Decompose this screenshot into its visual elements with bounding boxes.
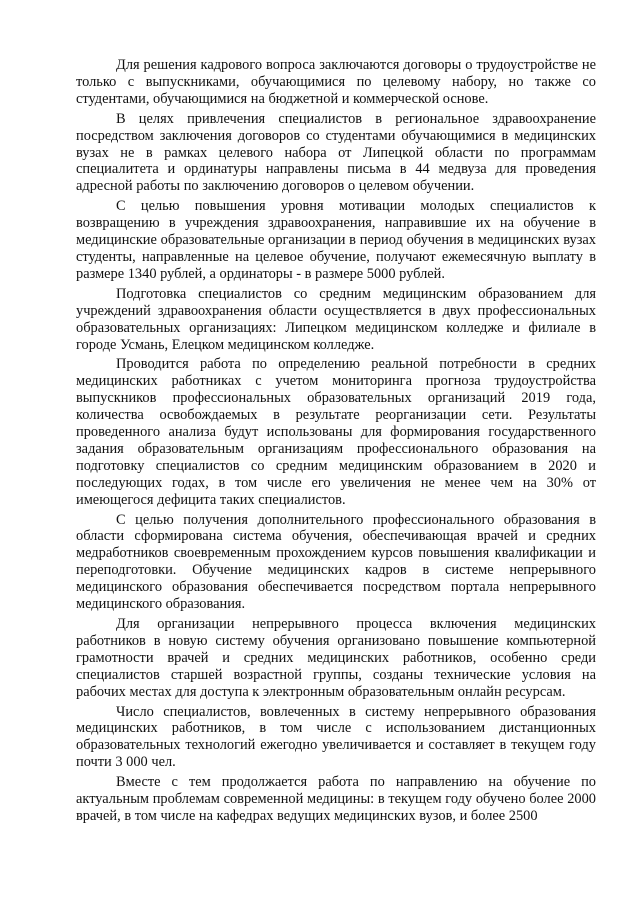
paragraph-additional-education: С целью получения дополнительного профессионального образования в области сформирована система обучения, обеспечивающая врачей и средних медработников своевременным прохождением курсов повышения квалификации и переподготовки. Обучение медицинских кадров в системе непрерывного медицинского образования обеспечивается посредством портала непрерывного медицинского образования. xyxy=(76,511,596,613)
paragraph-motivation-payments: С целью повышения уровня мотивации молодых специалистов к возвращению в учреждения здравоохранения, направившие их на обучение в медицинские образовательные организации в период обучения в медицинских вузах студенты, направленные на целевое обучение, получают ежемесячную выплату в размере 1340 рублей, а ординаторы - в размере 5000 рублей. xyxy=(76,198,596,282)
document-body xyxy=(76,57,596,828)
paragraph-staffing-contracts: Для решения кадрового вопроса заключаются договоры о трудоустройстве не только с выпускниками, обучающимися по целевому набору, но также со студентами, обучающимися на бюджетной и коммерческой основе. xyxy=(76,57,596,107)
paragraph-attracting-specialists: В целях привлечения специалистов в региональное здравоохранение посредством заключения договоров со студентами обучающимися в медицинских вузах не в рамках целевого набора от Липецкой области по программам специалитета и ординатуры направлены письма в 44 медвуза для проведения адресной работы по заключению договоров о целевом обучении. xyxy=(76,110,596,195)
paragraph-computer-literacy: Для организации непрерывного процесса включения медицинских работников в новую систему обучения организовано повышение компьютерной грамотности врачей и средних медицинских работников, особенно среди специалистов старшей возрастной группы, созданы технические условия на рабочих местах для доступа к электронным образовательным онлайн ресурсам. xyxy=(76,616,596,700)
paragraph-demand-analysis: Проводится работа по определению реальной потребности в средних медицинских работниках с учетом мониторинга прогноза трудоустройства выпускников профессиональных образовательных организаций 2019 года, количества освобождаемых в результате реорганизации сети. Результаты проведенного анализа будут использованы для формирования государственного задания образовательным организациям профессионального образования на подготовку специалистов со средним медицинским образованием в 2020 и последующих годах, в том числе его увеличения не менее чем на 30% от имеющегося дефицита таких специалистов. xyxy=(76,356,596,508)
paragraph-secondary-education: Подготовка специалистов со средним медицинским образованием для учреждений здравоохранения области осуществляется в двух профессиональных образовательных организациях: Липецком медицинском колледже и филиале в городе Усмань, Елецком медицинском колледже. xyxy=(76,285,596,353)
paragraph-training-continuation: Вместе с тем продолжается работа по направлению на обучение по актуальным проблемам современной медицины: в текущем году обучено более 2000 врачей, в том числе на кафедрах ведущих медицинских вузов, и более 2500 xyxy=(76,774,596,824)
paragraph-specialists-count: Число специалистов, вовлеченных в систему непрерывного образования медицинских работников, в том числе с использованием дистанционных образовательных технологий ежегодно увеличивается и составляет в текущем году почти 3 000 чел. xyxy=(76,703,596,771)
